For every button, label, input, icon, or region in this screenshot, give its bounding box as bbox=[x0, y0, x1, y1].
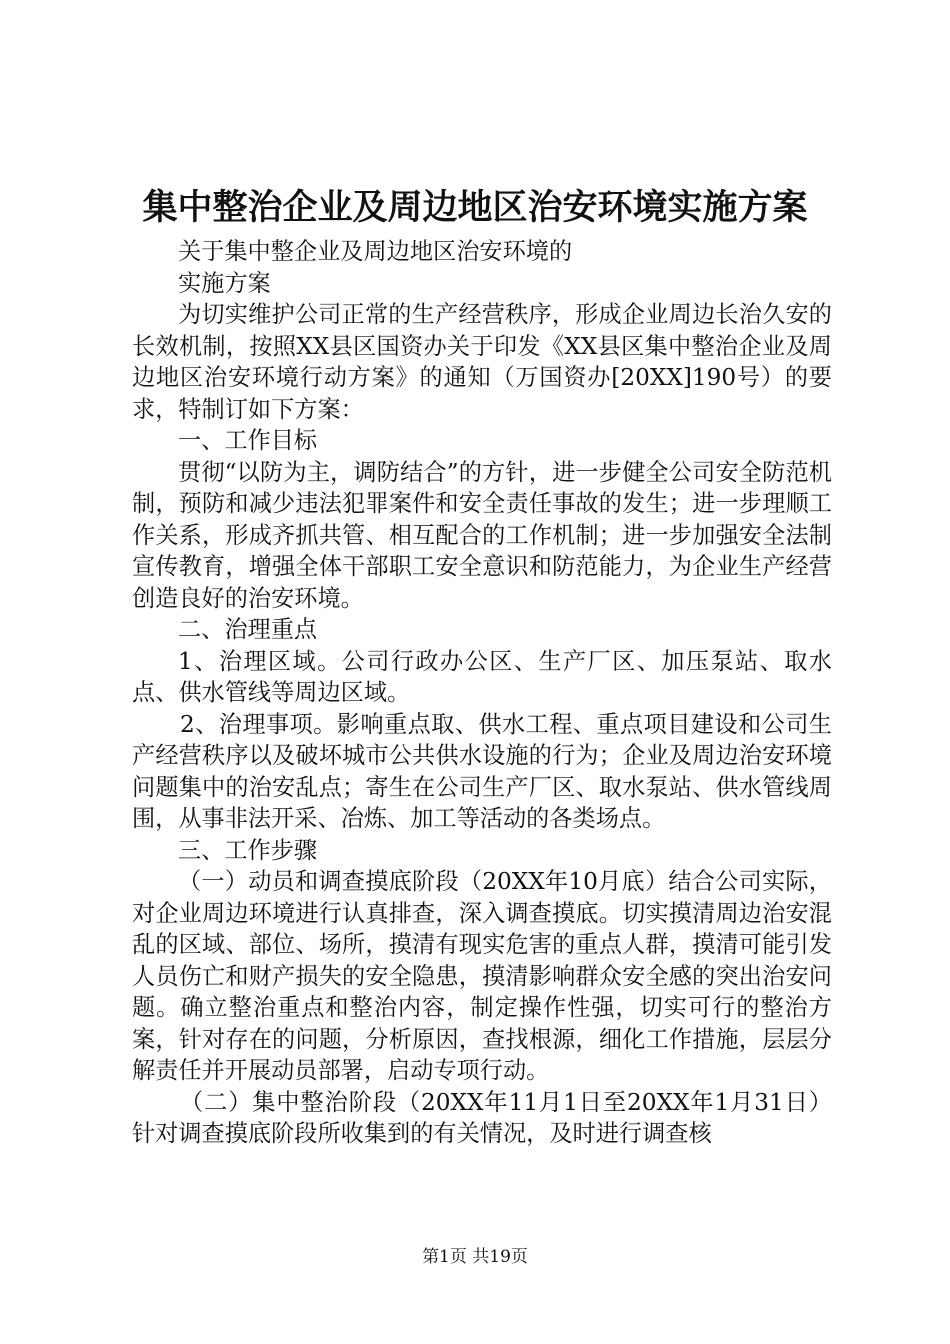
document-title: 集中整治企业及周边地区治安环境实施方案 bbox=[142, 188, 808, 228]
intro-paragraph: 为切实维护公司正常的生产经营秩序，形成企业周边长治久安的长效机制，按照XX县区国资办关于印发《XX县区集中整治企业及周边地区治安环境行动方案》的通知（万国资办[20XX]190号）的要求，特制订如下方案： bbox=[132, 301, 832, 423]
focus-area-paragraph: 1、治理区域。公司行政办公区、生产厂区、加压泵站、取水点、供水管线等周边区域。 bbox=[132, 647, 832, 706]
document-body bbox=[132, 236, 832, 1150]
section-heading-steps: 三、工作步骤 bbox=[178, 836, 318, 864]
step-two-paragraph: （二）集中整治阶段（20XX年11月1日至20XX年1月31日）针对调查摸底阶段所收集到的有关情况，及时进行调查核 bbox=[132, 1088, 832, 1147]
section-heading-goals: 一、工作目标 bbox=[178, 427, 318, 454]
step-one-paragraph: （一）动员和调查摸底阶段（20XX年10月底）结合公司实际，对企业周边环境进行认真排查，深入调查摸底。切实摸清周边治安混乱的区域、部位、场所，摸清有现实危害的重点人群，摸清可能引发人员伤亡和财产损失的安全隐患，摸清影响群众安全感的突出治安问题。确立整治重点和整治内容，制定操作性强，切实可行的整治方案，针对存在的问题，分析原因，查找根源，细化工作措施，层层分解责任并开展动员部署，启动专项行动。 bbox=[132, 868, 832, 1084]
subtitle-line-1: 关于集中整企业及周边地区治安环境的 bbox=[178, 238, 573, 265]
section-heading-focus: 二、治理重点 bbox=[178, 616, 318, 643]
page-indicator: 第1页 共19页 bbox=[422, 1247, 528, 1267]
goals-paragraph: 贯彻“以防为主，调防结合”的方针，进一步健全公司安全防范机制，预防和减少违法犯罪案件和安全责任事故的发生；进一步理顺工作关系，形成齐抓共管、相互配合的工作机制；进一步加强安全法制宣传教育，增强全体干部职工安全意识和防范能力，为企业生产经营创造良好的治安环境。 bbox=[132, 458, 832, 612]
subtitle-line-2: 实施方案 bbox=[178, 269, 271, 297]
focus-items-paragraph: 2、治理事项。影响重点取、供水工程、重点项目建设和公司生产经营秩序以及破坏城市公共供水设施的行为；企业及周边治安环境问题集中的治安乱点；寄生在公司生产厂区、取水泵站、供水管线周围，从事非法开采、冶炼、加工等活动的各类场点。 bbox=[132, 710, 832, 832]
